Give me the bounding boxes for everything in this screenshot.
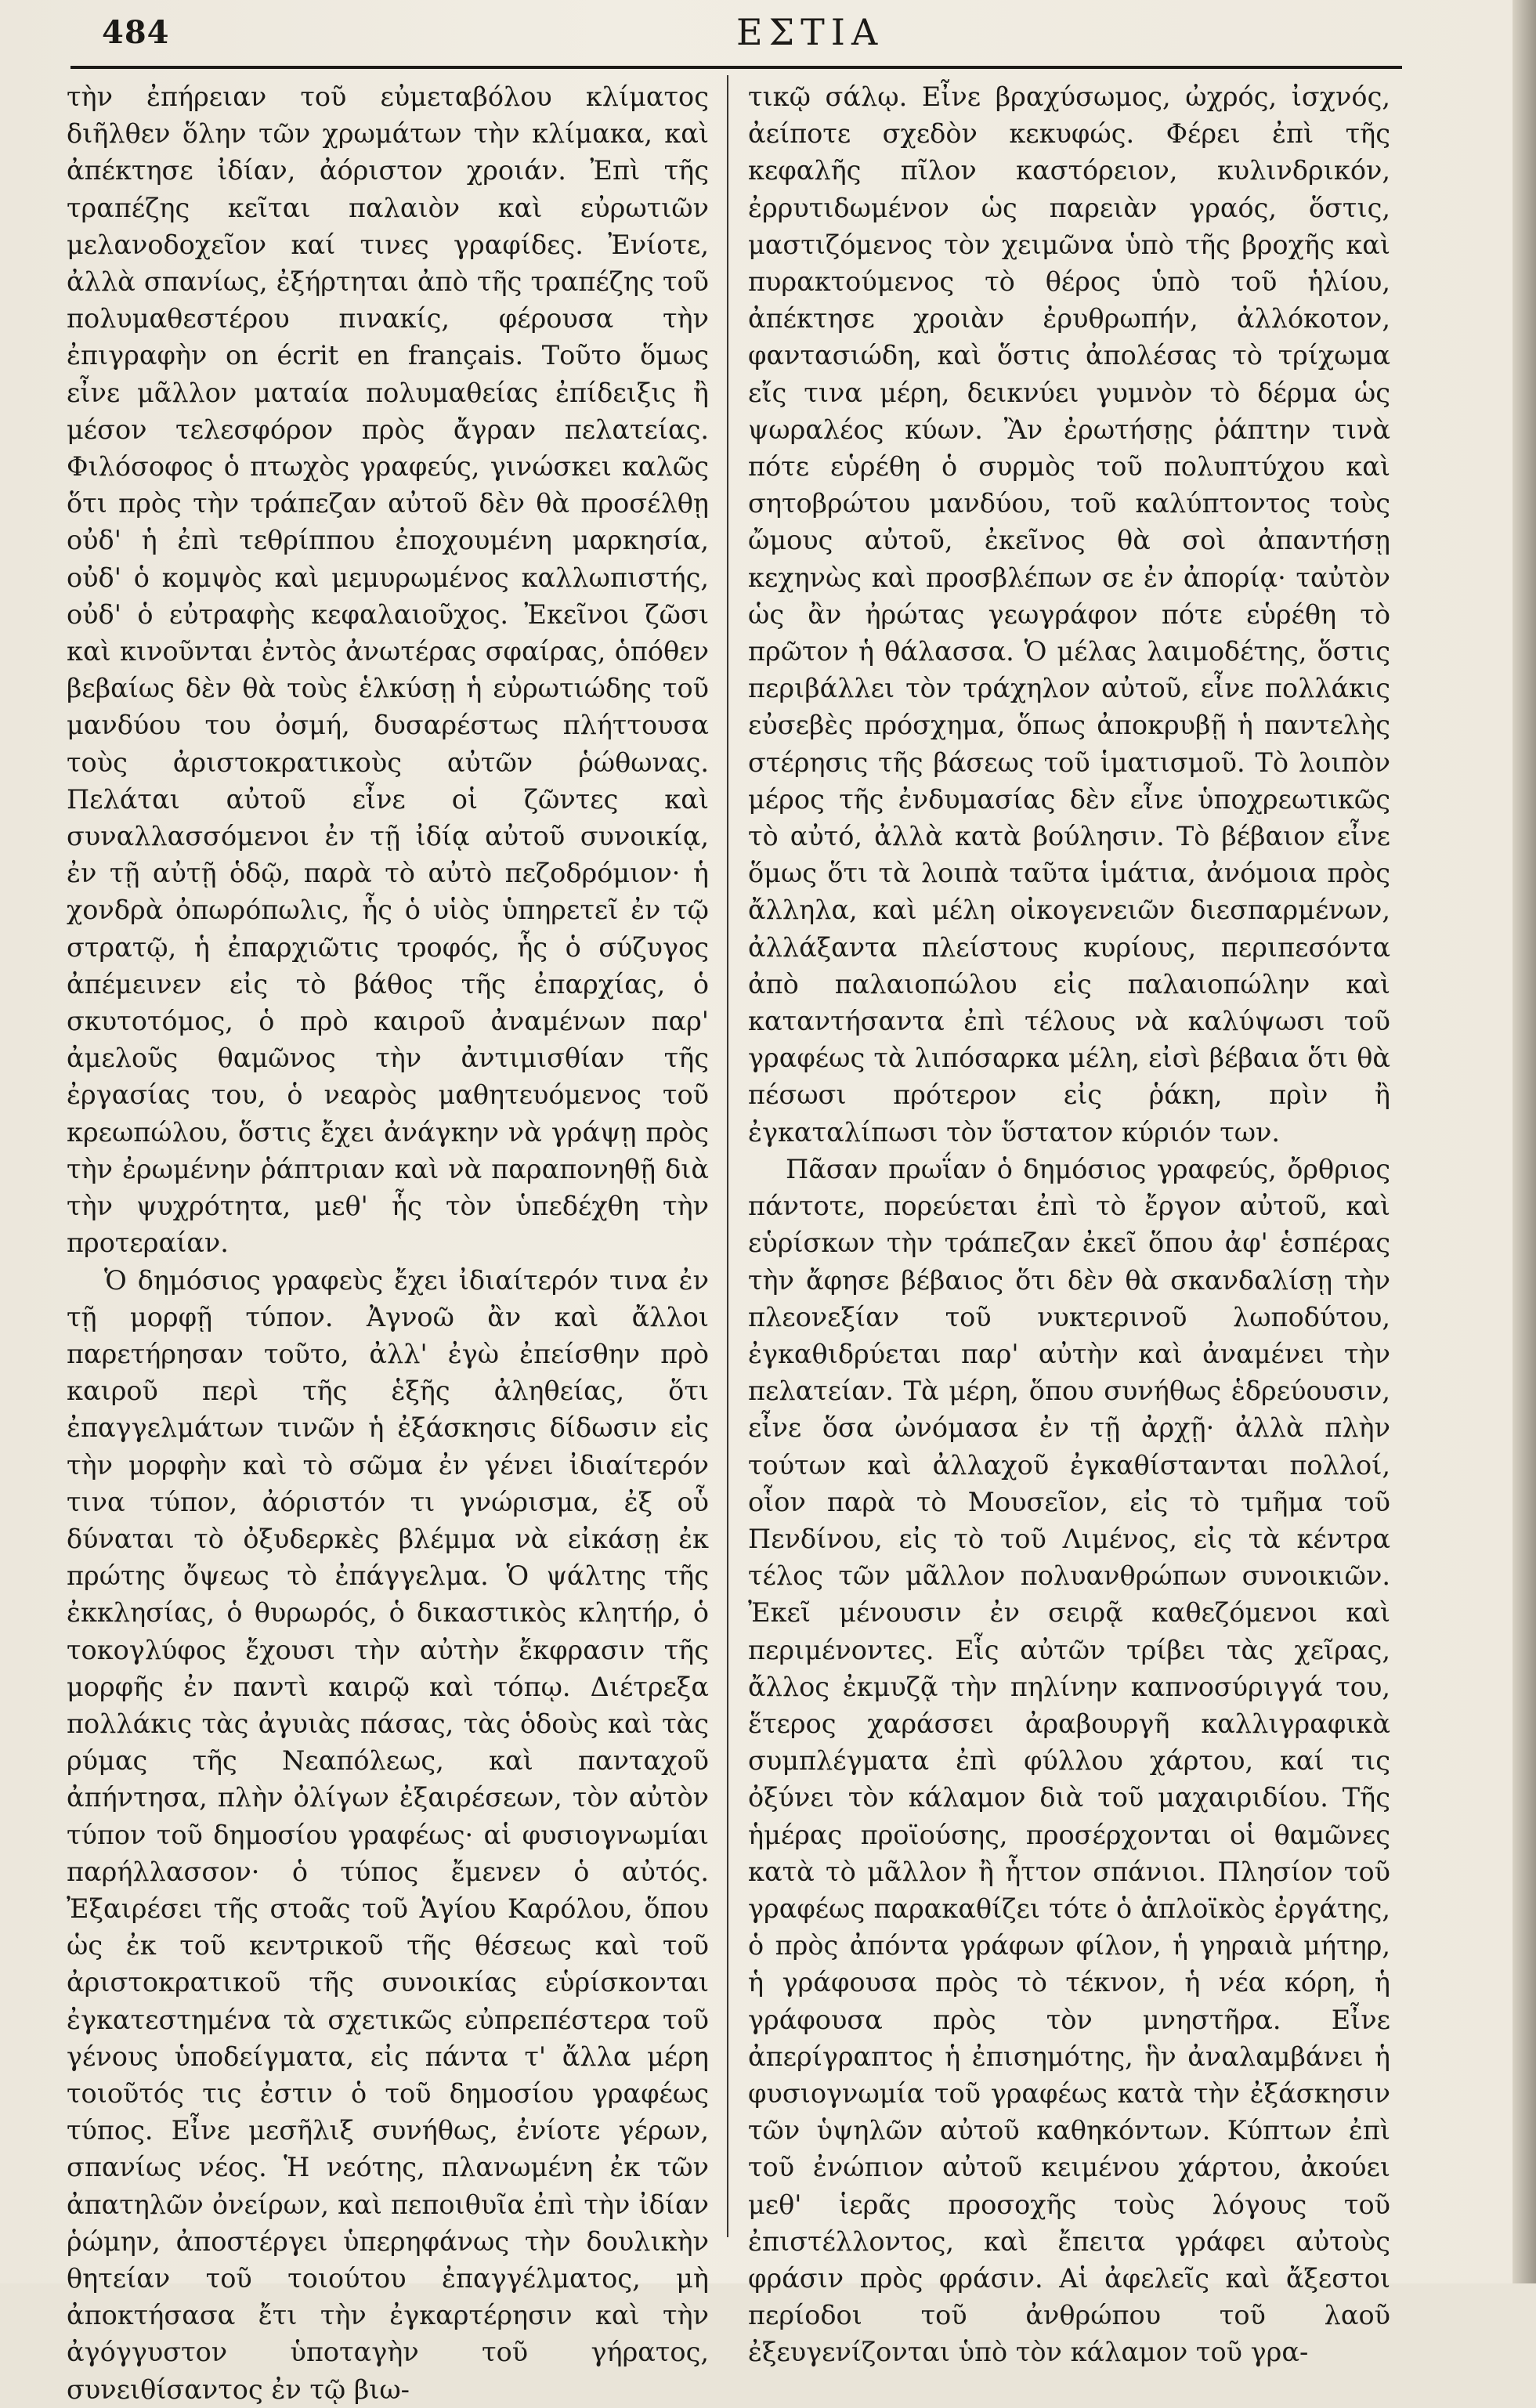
book-spine-shadow	[1513, 0, 1536, 2283]
paragraph: τὴν ἐπήρειαν τοῦ εὐμεταβόλου κλίματος διῆλθεν ὅλην τῶν χρωμάτων τὴν κλίμακα, καὶ ἀπέκτησε ἰδίαν, ἀόριστον χροιάν. Ἐπὶ τῆς τραπέζης κεῖται παλαιὸν καὶ εὐρωτιῶν μελανοδοχεῖον καί τινες γραφίδες. Ἐνίοτε, ἀλλὰ σπανίως, ἐξήρτηται ἀπὸ τῆς τραπέζης τοῦ πολυμαθεστέρου πινακίς, φέρουσα τὴν ἐπιγραφὴν on écrit en français. Τοῦτο ὅμως εἶνε μᾶλλον ματαία πολυμαθείας ἐπίδειξις ἢ μέσον τελεσφόρον πρὸς ἄγραν πελατείας. Φιλόσοφος ὁ πτωχὸς γραφεύς, γινώσκει καλῶς ὅτι πρὸς τὴν τράπεζαν αὐτοῦ δὲν θὰ προσέλθῃ οὐδ' ἡ ἐπὶ τεθρίππου ἐποχουμένη μαρκησία, οὐδ' ὁ κομψὸς καὶ μεμυρωμένος καλλωπιστής, οὐδ' ὁ εὐτραφὴς κεφαλαιοῦχος. Ἐκεῖνοι ζῶσι καὶ κινοῦνται ἐντὸς ἀνωτέρας σφαίρας, ὁπόθεν βεβαίως δὲν θὰ τοὺς ἑλκύσῃ ἡ εὐρωτιώδης τοῦ μανδύου του ὀσμή, δυσαρέστως πλήττουσα τοὺς ἀριστοκρατικοὺς αὐτῶν ῥώθωνας. Πελάται αὐτοῦ εἶνε οἱ ζῶντες καὶ συναλλασσόμενοι ἐν τῇ ἰδίᾳ αὐτοῦ συνοικίᾳ, ἐν τῇ αὐτῇ ὁδῷ, παρὰ τὸ αὐτὸ πεζοδρόμιον· ἡ χονδρὰ ὀπωρόπωλις, ἧς ὁ υἱὸς ὑπηρετεῖ ἐν τῷ στρατῷ, ἡ ἐπαρχιῶτις τροφός, ἧς ὁ σύζυγος ἀπέμεινεν εἰς τὸ βάθος τῆς ἐπαρχίας, ὁ σκυτοτόμος, ὁ πρὸ καιροῦ ἀναμένων παρ' ἀμελοῦς θαμῶνος τὴν ἀντιμισθίαν τῆς ἐργασίας του, ὁ νεαρὸς μαθητευόμενος τοῦ κρεωπώλου, ὅστις ἔχει ἀνάγκην νὰ γράψῃ πρὸς τὴν ἐρωμένην ῥάπτριαν καὶ νὰ παραπονηθῇ διὰ τὴν ψυχρότητα, μεθ' ἧς τὸν ὑπεδέχθη τὴν προτεραίαν.	[67, 81, 709, 1259]
paragraph: τικῷ σάλῳ. Εἶνε βραχύσωμος, ὠχρός, ἰσχνός, ἀείποτε σχεδὸν κεκυφώς. Φέρει ἐπὶ τῆς κεφαλῆς πῖλον καστόρειον, κυλινδρικόν, ἐρρυτιδωμένον ὡς παρειὰν γραός, ὅστις, μαστιζόμενος τὸν χειμῶνα ὑπὸ τῆς βροχῆς καὶ πυρακτούμενος τὸ θέρος ὑπὸ τοῦ ἡλίου, ἀπέκτησε χροιὰν ἐρυθρωπήν, ἀλλόκοτον, φαντασιώδη, καὶ ὅστις ἀπολέσας τὸ τρίχωμα εἴς τινα μέρη, δεικνύει γυμνὸν τὸ δέρμα ὡς ψωραλέος κύων. Ἂν ἐρωτήσῃς ῥάπτην τινὰ πότε εὑρέθη ὁ συρμὸς τοῦ πολυπτύχου καὶ σητοβρώτου μανδύου, τοῦ καλύπτοντος τοὺς ὤμους αὐτοῦ, ἐκεῖνος θὰ σοὶ ἀπαντήσῃ κεχηνὼς καὶ προσβλέπων σε ἐν ἀπορίᾳ· ταὐτὸν ὡς ἂν ἠρώτας γεωγράφον πότε εὑρέθη τὸ πρῶτον ἡ θάλασσα. Ὁ μέλας λαιμοδέτης, ὅστις περιβάλλει τὸν τράχηλον αὐτοῦ, εἶνε πολλάκις εὐσεβὲς πρόσχημα, ὅπως ἀποκρυβῇ ἡ παντελὴς στέρησις τῆς βάσεως τοῦ ἱματισμοῦ. Τὸ λοιπὸν μέρος τῆς ἐνδυμασίας δὲν εἶνε ὑποχρεωτικῶς τὸ αὐτό, ἀλλὰ κατὰ βούλησιν. Τὸ βέβαιον εἶνε ὅμως ὅτι τὰ λοιπὰ ταῦτα ἱμάτια, ἀνόμοια πρὸς ἄλληλα, καὶ μέλη οἰκογενειῶν διεσπαρμένων, ἀλλάξαντα πλείστους κυρίους, περιπεσόντα ἀπὸ παλαιοπώλου εἰς παλαιοπώλην καὶ καταντήσαντα ἐπὶ τέλους νὰ καλύψωσι τοῦ γραφέως τὰ λιπόσαρκα μέλη, εἰσὶ βέβαια ὅτι θὰ πέσωσι πρότερον εἰς ῥάκη, πρὶν ἢ ἐγκαταλίπωσι τὸν ὕστατον κύριόν των.	[748, 81, 1390, 1148]
text-column-left	[67, 78, 709, 2405]
page-header	[70, 6, 1402, 61]
column-rule	[727, 75, 728, 2237]
text-column-right	[748, 78, 1390, 2368]
page-number: 484	[102, 14, 170, 51]
paragraph: Ὁ δημόσιος γραφεὺς ἔχει ἰδιαίτερόν τινα ἐν τῇ μορφῇ τύπον. Ἀγνοῶ ἂν καὶ ἄλλοι παρετήρησαν τοῦτο, ἀλλ' ἐγὼ ἐπείσθην πρὸ καιροῦ περὶ τῆς ἑξῆς ἀληθείας, ὅτι ἐπαγγελμάτων τινῶν ἡ ἐξάσκησις δίδωσιν εἰς τὴν μορφὴν καὶ τὸ σῶμα ἐν γένει ἰδιαίτερόν τινα τύπον, ἀόριστόν τι γνώρισμα, ἐξ οὗ δύναται τὸ ὀξυδερκὲς βλέμμα νὰ εἰκάσῃ ἐκ πρώτης ὄψεως τὸ ἐπάγγελμα. Ὁ ψάλτης τῆς ἐκκλησίας, ὁ θυρωρός, ὁ δικαστικὸς κλητήρ, ὁ τοκογλύφος ἔχουσι τὴν αὐτὴν ἔκφρασιν τῆς μορφῆς ἐν παντὶ καιρῷ καὶ τόπῳ. Διέτρεξα πολλάκις τὰς ἀγυιὰς πάσας, τὰς ὁδοὺς καὶ τὰς ρύμας τῆς Νεαπόλεως, καὶ πανταχοῦ ἀπήντησα, πλὴν ὀλίγων ἐξαιρέσεων, τὸν αὐτὸν τύπον τοῦ δημοσίου γραφέως· αἱ φυσιογνωμίαι παρήλλασσον· ὁ τύπος ἔμενεν ὁ αὐτός. Ἐξαιρέσει τῆς στοᾶς τοῦ Ἁγίου Καρόλου, ὅπου ὡς ἐκ τοῦ κεντρικοῦ τῆς θέσεως καὶ τοῦ ἀριστοκρατικοῦ τῆς συνοικίας εὑρίσκονται ἐγκατεστημένα τὰ σχετικῶς εὐπρεπέστερα τοῦ γένους ὑποδείγματα, εἰς πάντα τ' ἄλλα μέρη τοιοῦτός τις ἐστιν ὁ τοῦ δημοσίου γραφέως τύπος. Εἶνε μεσῆλιξ συνήθως, ἐνίοτε γέρων, σπανίως νέος. Ἡ νεότης, πλανωμένη ἐκ τῶν ἀπατηλῶν ὀνείρων, καὶ πεποιθυῖα ἐπὶ τὴν ἰδίαν ῥώμην, ἀποστέργει ὑπερηφάνως τὴν δουλικὴν θητείαν τοῦ τοιούτου ἐπαγγέλματος, μὴ ἀποκτήσασα ἔτι τὴν ἐγκαρτέρησιν καὶ τὴν ἀγόγγυστον ὑποταγὴν τοῦ γήρατος, συνειθίσαντος ἐν τῷ βιω-	[67, 1264, 709, 2405]
header-rule	[70, 66, 1402, 69]
paragraph: Πᾶσαν πρωΐαν ὁ δημόσιος γραφεύς, ὄρθριος πάντοτε, πορεύεται ἐπὶ τὸ ἔργον αὐτοῦ, καὶ εὑρίσκων τὴν τράπεζαν ἐκεῖ ὅπου ἀφ' ἑσπέρας τὴν ἄφησε βέβαιος ὅτι δὲν θὰ σκανδαλίσῃ τὴν πλεονεξίαν τοῦ νυκτερινοῦ λωποδύτου, ἐγκαθιδρύεται παρ' αὐτὴν καὶ ἀναμένει τὴν πελατείαν. Τὰ μέρη, ὅπου συνήθως ἑδρεύουσιν, εἶνε ὅσα ὠνόμασα ἐν τῇ ἀρχῇ· ἀλλὰ πλὴν τούτων καὶ ἀλλαχοῦ ἐγκαθίστανται πολλοί, οἷον παρὰ τὸ Μουσεῖον, εἰς τὸ τμῆμα τοῦ Πενδίνου, εἰς τὸ τοῦ Λιμένος, εἰς τὰ κέντρα τέλος τῶν μᾶλλον πολυανθρώπων συνοικιῶν. Ἐκεῖ μένουσιν ἐν σειρᾷ καθεζόμενοι καὶ περιμένοντες. Εἷς αὐτῶν τρίβει τὰς χεῖρας, ἄλλος ἐκμυζᾷ τὴν πηλίνην καπνοσύριγγά του, ἕτερος χαράσσει ἀραβουργῆ καλλιγραφικὰ συμπλέγματα ἐπὶ φύλλου χάρτου, καί τις ὀξύνει τὸν κάλαμον διὰ τοῦ μαχαιριδίου. Τῆς ἡμέρας προϊούσης, προσέρχονται οἱ θαμῶνες κατὰ τὸ μᾶλλον ἢ ἧττον σπάνιοι. Πλησίον τοῦ γραφέως παρακαθίζει τότε ὁ ἁπλοϊκὸς ἐργάτης, ὁ πρὸς ἀπόντα γράφων φίλον, ἡ γηραιὰ μήτηρ, ἡ γράφουσα πρὸς τὸ τέκνον, ἡ νέα κόρη, ἡ γράφουσα πρὸς τὸν μνηστῆρα. Εἶνε ἀπερίγραπτος ἡ ἐπισημότης, ἣν ἀναλαμβάνει ἡ φυσιογνωμία τοῦ γραφέως κατὰ τὴν ἐξάσκησιν τῶν ὑψηλῶν αὐτοῦ καθηκόντων. Κύπτων ἐπὶ τοῦ ἐνώπιον αὐτοῦ κειμένου χάρτου, ἀκούει μεθ' ἱερᾶς προσοχῆς τοὺς λόγους τοῦ ἐπιστέλλοντος, καὶ ἔπειτα γράφει αὐτοὺς φράσιν πρὸς φράσιν. Αἱ ἀφελεῖς καὶ ἄξεστοι περίοδοι τοῦ ἀνθρώπου τοῦ λαοῦ ἐξευγενίζονται ὑπὸ τὸν κάλαμον τοῦ γρα-	[748, 1153, 1390, 2368]
running-title: ΕΣΤΙΑ	[736, 11, 884, 53]
